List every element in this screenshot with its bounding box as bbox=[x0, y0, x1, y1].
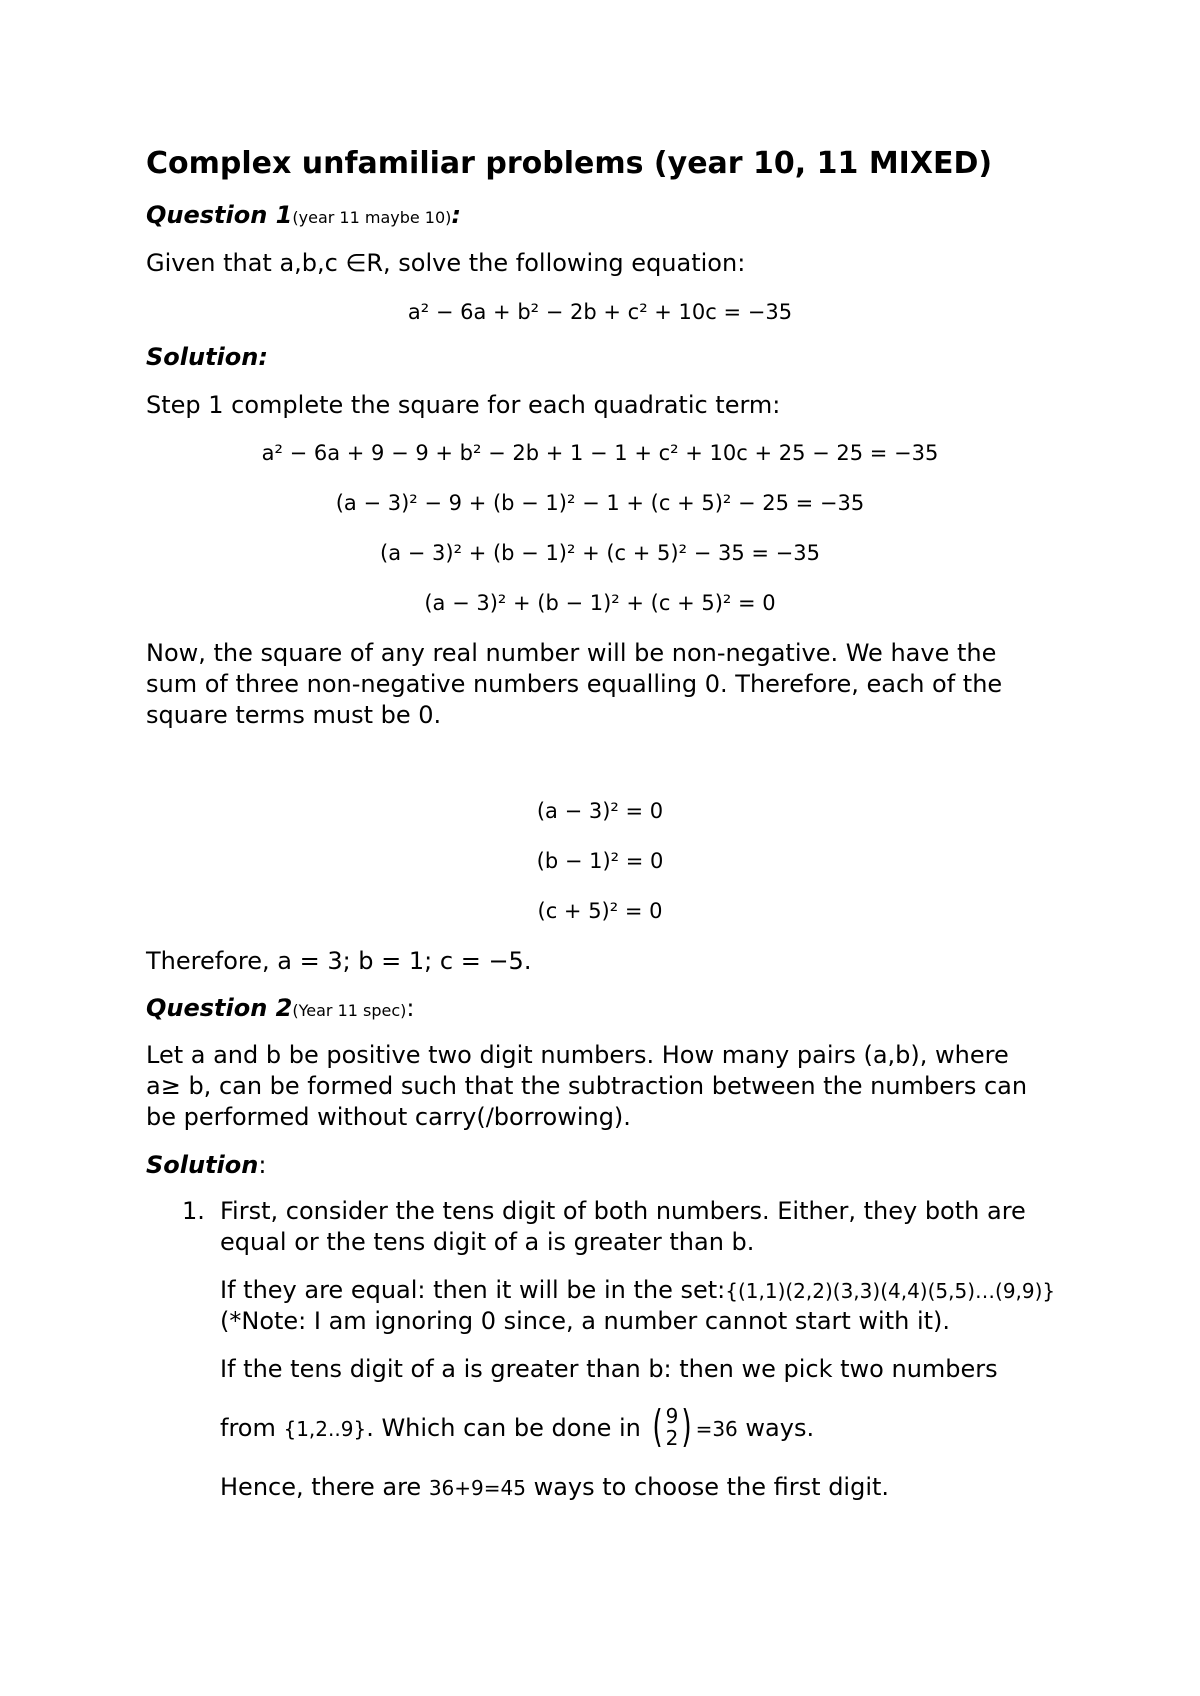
step-equation-2: (a − 3)² − 9 + (b − 1)² − 1 + (c + 5)² − 25 = −35 bbox=[335, 491, 865, 515]
left-paren-icon: ( bbox=[651, 1400, 663, 1452]
question-1-prompt: Given that a,b,c ∈R, solve the following equation: bbox=[146, 249, 746, 277]
paragraph-line-1: Now, the square of any real number will be non-negative. We have the bbox=[146, 639, 997, 667]
note-line: (*Note: I am ignoring 0 since, a number cannot start with it). bbox=[220, 1307, 951, 1335]
from-prefix: from bbox=[220, 1414, 284, 1442]
equal-case-set: {(1,1)(2,2)(3,3)(4,4)(5,5)…(9,9)} bbox=[725, 1279, 1056, 1303]
right-paren-icon: ) bbox=[681, 1400, 693, 1452]
question-1-heading bbox=[146, 200, 461, 233]
hence-suffix: ways to choose the first digit. bbox=[525, 1473, 890, 1501]
solution-1-label: Solution: bbox=[146, 343, 268, 371]
hence-line bbox=[220, 1472, 889, 1504]
list-item-line-1: First, consider the tens digit of both numbers. Either, they both are bbox=[220, 1197, 1026, 1225]
equal-case-text: If they are equal: then it will be in the set: bbox=[220, 1276, 726, 1304]
ways-text: ways. bbox=[737, 1414, 815, 1442]
binomial-result: =36 bbox=[695, 1417, 738, 1441]
hence-prefix: Hence, there are bbox=[220, 1473, 429, 1501]
question-1-colon: : bbox=[451, 201, 462, 229]
question-2-note: (Year 11 spec) bbox=[292, 1001, 407, 1020]
zero-equation-a: (a − 3)² = 0 bbox=[536, 799, 664, 823]
paragraph-line-2: sum of three non-negative numbers equalling 0. Therefore, each of the bbox=[146, 670, 1003, 698]
question-2-prompt-line-3: be performed without carry(/borrowing). bbox=[146, 1103, 631, 1131]
question-2-heading bbox=[146, 993, 415, 1026]
solution-2-label: Solution bbox=[146, 1151, 259, 1179]
which-text: . Which can be done in bbox=[366, 1414, 649, 1442]
step-equation-3: (a − 3)² + (b − 1)² + (c + 5)² − 35 = −35 bbox=[380, 541, 820, 565]
document-title: Complex unfamiliar problems (year 10, 11 MIXED) bbox=[146, 146, 993, 181]
question-1-label: Question 1 bbox=[146, 201, 293, 229]
paragraph-line-3: square terms must be 0. bbox=[146, 701, 442, 729]
step-1-text: Step 1 complete the square for each quadratic term: bbox=[146, 391, 781, 419]
question-1-conclusion: Therefore, a = 3; b = 1; c = −5. bbox=[146, 947, 532, 975]
question-2-prompt-line-2: a≥ b, can be formed such that the subtraction between the numbers can bbox=[146, 1072, 1028, 1100]
equal-case-line bbox=[220, 1275, 1055, 1307]
binomial-top: 9 bbox=[665, 1403, 679, 1428]
list-item-line-2: equal or the tens digit of a is greater than b. bbox=[220, 1228, 755, 1256]
binomial-coefficient bbox=[649, 1397, 696, 1453]
solution-2-colon: : bbox=[258, 1151, 267, 1179]
question-1-note: (year 11 maybe 10) bbox=[292, 208, 452, 227]
solution-2-heading bbox=[146, 1150, 266, 1181]
digit-set: {1,2..9} bbox=[283, 1417, 367, 1441]
list-item-number: 1. bbox=[182, 1197, 205, 1225]
hence-expression: 36+9=45 bbox=[428, 1476, 526, 1500]
binomial-bottom: 2 bbox=[665, 1425, 679, 1450]
question-2-label: Question 2 bbox=[146, 994, 293, 1022]
step-equation-1: a² − 6a + 9 − 9 + b² − 2b + 1 − 1 + c² + 10c + 25 − 25 = −35 bbox=[261, 441, 939, 465]
question-1-equation: a² − 6a + b² − 2b + c² + 10c = −35 bbox=[407, 300, 793, 324]
zero-equation-b: (b − 1)² = 0 bbox=[536, 849, 664, 873]
zero-equation-c: (c + 5)² = 0 bbox=[537, 899, 663, 923]
question-2-colon: : bbox=[406, 994, 415, 1022]
question-2-prompt-line-1: Let a and b be positive two digit numbers. How many pairs (a,b), where bbox=[146, 1041, 1009, 1069]
step-equation-4: (a − 3)² + (b − 1)² + (c + 5)² = 0 bbox=[424, 591, 776, 615]
greater-case-line: If the tens digit of a is greater than b: then we pick two numbers bbox=[220, 1355, 998, 1383]
combination-line bbox=[220, 1400, 814, 1457]
